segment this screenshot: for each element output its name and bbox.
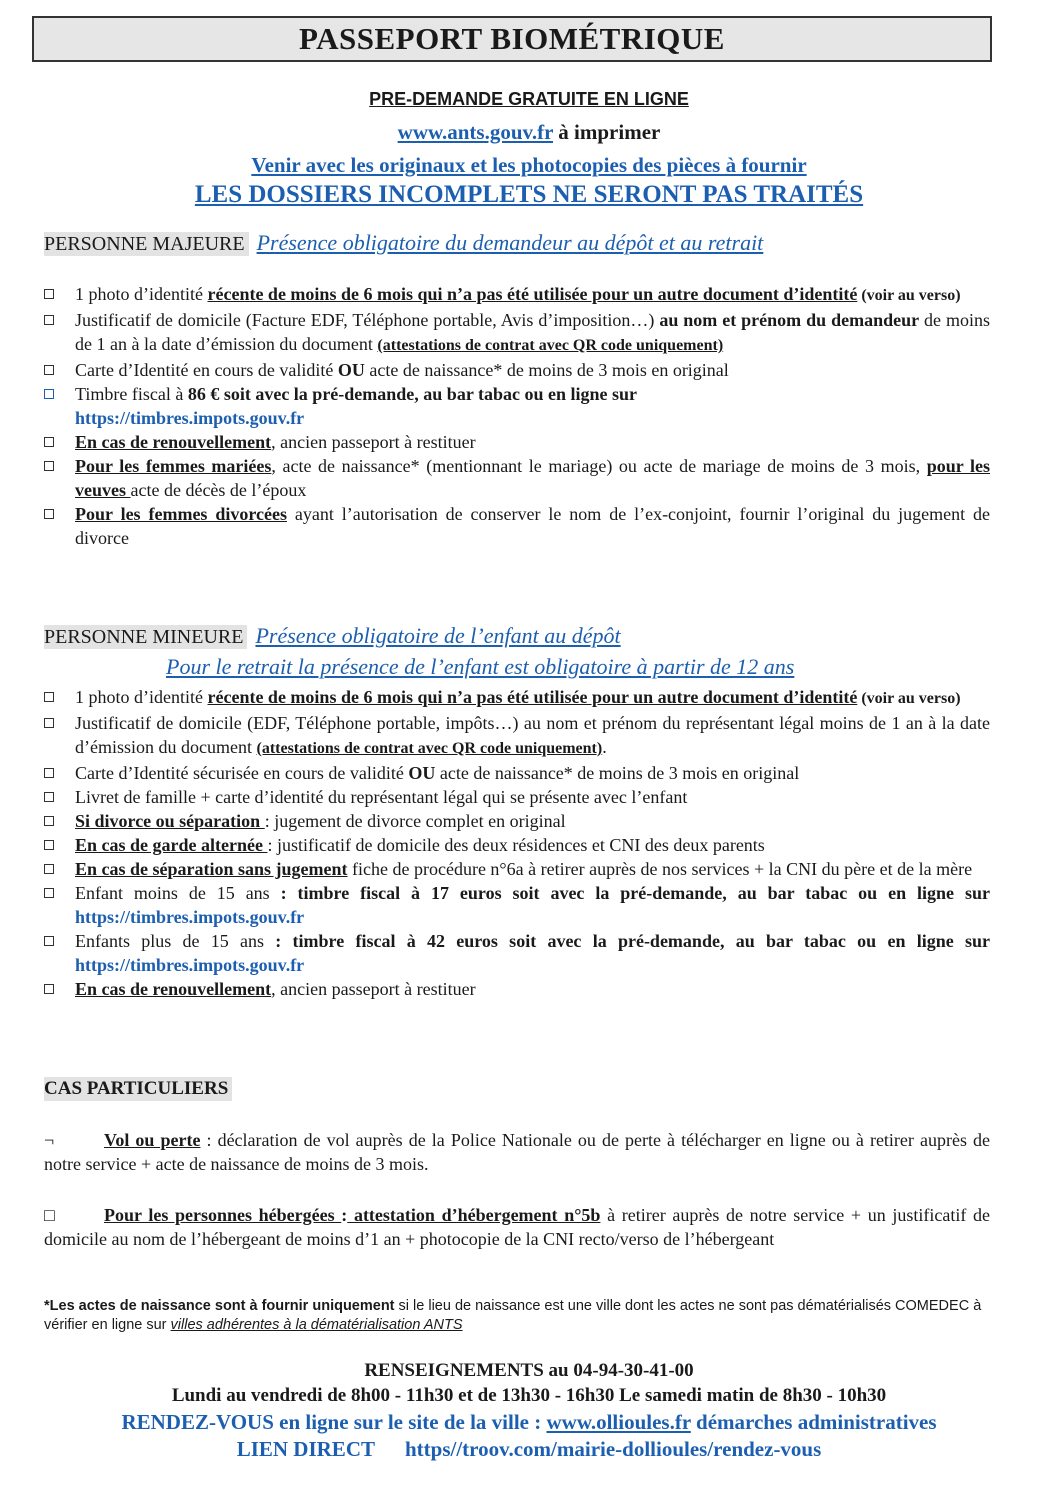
list-item: En cas de renouvellement, ancien passeport à restituer [44, 430, 990, 454]
majeure-heading [44, 230, 763, 256]
ants-link[interactable]: www.ants.gouv.fr [397, 120, 554, 144]
marker-icon: ¬ [44, 1130, 55, 1150]
list-item: Enfant moins de 15 ans : timbre fiscal à 17 euros soit avec la pré-demande, au bar tabac ou en ligne sur https://timbres.impots.gouv.fr [44, 881, 990, 929]
checkbox-icon [44, 365, 54, 375]
list-item: Livret de famille + carte d’identité du représentant légal qui se présente avec l’enfant [44, 785, 990, 809]
pre-demande-heading: PRE-DEMANDE GRATUITE EN LIGNE [369, 89, 689, 109]
checkbox-icon [44, 692, 54, 702]
checkbox-icon [44, 936, 54, 946]
list-item: Pour les femmes divorcées ayant l’autorisation de conserver le nom de l’ex-conjoint, fournir l’original du jugement de divorce [44, 502, 990, 550]
list-item: Justificatif de domicile (Facture EDF, Téléphone portable, Avis d’imposition…) au nom et prénom du demandeur de moins de 1 an à la date d’émission du document (attestations de contrat avec QR code uniquement) [44, 308, 990, 358]
checkbox-icon [44, 437, 54, 447]
list-item: Carte d’Identité en cours de validité OU acte de naissance* de moins de 3 mois en original [44, 358, 990, 382]
originals-notice: Venir avec les originaux et les photocopies des pièces à fournir [251, 153, 807, 177]
list-item: 1 photo d’identité récente de moins de 6 mois qui n’a pas été utilisée pour un autre document d’identité (voir au verso) [44, 282, 990, 308]
list-item: En cas de garde alternée : justificatif de domicile des deux résidences et CNI des deux parents [44, 833, 990, 857]
footnote: *Les actes de naissance sont à fournir uniquement si le lieu de naissance est une ville dont les actes ne sont pas dématérialisés COMEDEC à vérifier en ligne sur villes adhérentes à la dématérialisation ANTS [44, 1298, 982, 1333]
opening-hours: Lundi au vendredi de 8h00 - 11h30 et de 13h30 - 16h30 Le samedi matin de 8h30 - 10h30 [171, 1385, 887, 1406]
mineure-label: PERSONNE MINEURE [44, 625, 247, 649]
list-item: 1 photo d’identité récente de moins de 6 mois qui n’a pas été utilisée pour un autre document d’identité (voir au verso) [44, 685, 990, 711]
majeure-note: Présence obligatoire du demandeur au dépôt et au retrait [256, 230, 764, 255]
mineure-heading [44, 623, 621, 649]
checkbox-icon [44, 718, 54, 728]
timbres-link[interactable]: https://timbres.impots.gouv.fr [75, 907, 305, 927]
ants-line [0, 120, 1058, 145]
list-item: Timbre fiscal à 86 € soit avec la pré-demande, au bar tabac ou en ligne sur https://timbres.impots.gouv.fr [44, 382, 990, 430]
majeure-label: PERSONNE MAJEURE [44, 232, 249, 256]
list-item: Pour les femmes mariées, acte de naissance* (mentionnant le mariage) ou acte de mariage de moins de 3 mois, pour les veuves acte de décès de l’époux [44, 454, 990, 502]
checkbox-icon [44, 315, 54, 325]
direct-link-line: LIEN DIRECT https//troov.com/mairie-dollioules/rendez-vous [236, 1437, 822, 1461]
checkbox-icon [44, 289, 54, 299]
page-title: PASSEPORT BIOMÉTRIQUE [32, 16, 992, 62]
cas-particuliers-heading: CAS PARTICULIERS [44, 1077, 232, 1101]
checkbox-icon [44, 768, 54, 778]
mineure-note-2: Pour le retrait la présence de l’enfant est obligatoire à partir de 12 ans [166, 654, 795, 679]
checkbox-icon [44, 509, 54, 519]
cas-item-vol: ¬ Vol ou perte : déclaration de vol auprès de la Police Nationale ou de perte à télécharger en ligne ou à retirer auprès de notre service + acte de naissance de moins de 3 mois. [44, 1130, 990, 1174]
list-item: Enfants plus de 15 ans : timbre fiscal à 42 euros soit avec la pré-demande, au bar tabac ou en ligne sur https://timbres.impots.gouv.fr [44, 929, 990, 977]
majeure-list [44, 282, 990, 550]
checkbox-icon [44, 389, 54, 399]
list-item: En cas de séparation sans jugement fiche de procédure n°6a à retirer auprès de nos services + la CNI du père et de la mère [44, 857, 990, 881]
checkbox-icon [44, 984, 54, 994]
checkbox-icon [44, 888, 54, 898]
checkbox-icon [44, 840, 54, 850]
list-item: Si divorce ou séparation : jugement de divorce complet en original [44, 809, 990, 833]
ants-villes-link[interactable]: villes adhérentes à la dématérialisation ANTS [170, 1317, 463, 1333]
rdv-line: RENDEZ-VOUS en ligne sur le site de la ville : www.ollioules.fr démarches administratives [121, 1410, 937, 1434]
mineure-note-1: Présence obligatoire de l’enfant au dépôt [255, 623, 621, 648]
list-item: Carte d’Identité sécurisée en cours de validité OU acte de naissance* de moins de 3 mois en original [44, 761, 990, 785]
checkbox-icon [44, 864, 54, 874]
list-item: Justificatif de domicile (EDF, Téléphone portable, impôts…) au nom et prénom du représentant légal moins de 1 an à la date d’émission du document (attestations de contrat avec QR code uniquement). [44, 711, 990, 761]
cas-item-heberges: □ Pour les personnes hébergées : attestation d’hébergement n°5b à retirer auprès de notre service + un justificatif de domicile au nom de l’hébergeant de moins d’1 an + photocopie de la CNI recto/verso de l’hébergeant [44, 1205, 990, 1249]
list-item: En cas de renouvellement, ancien passeport à restituer [44, 977, 990, 1001]
timbres-link[interactable]: https://timbres.impots.gouv.fr [75, 955, 305, 975]
renseignements: RENSEIGNEMENTS au 04-94-30-41-00 [364, 1360, 694, 1381]
checkbox-icon [44, 792, 54, 802]
mineure-list [44, 685, 990, 1001]
checkbox-icon [44, 461, 54, 471]
checkbox-icon [44, 816, 54, 826]
incomplete-warning: LES DOSSIERS INCOMPLETS NE SERONT PAS TRAITÉS [194, 181, 864, 208]
ollioules-link[interactable]: www.ollioules.fr [546, 1410, 691, 1434]
marker-icon: □ [44, 1205, 55, 1225]
timbres-link[interactable]: https://timbres.impots.gouv.fr [75, 408, 305, 428]
ants-suffix: à imprimer [553, 120, 661, 144]
troov-link[interactable]: https//troov.com/mairie-dollioules/rendez-vous [405, 1437, 822, 1461]
